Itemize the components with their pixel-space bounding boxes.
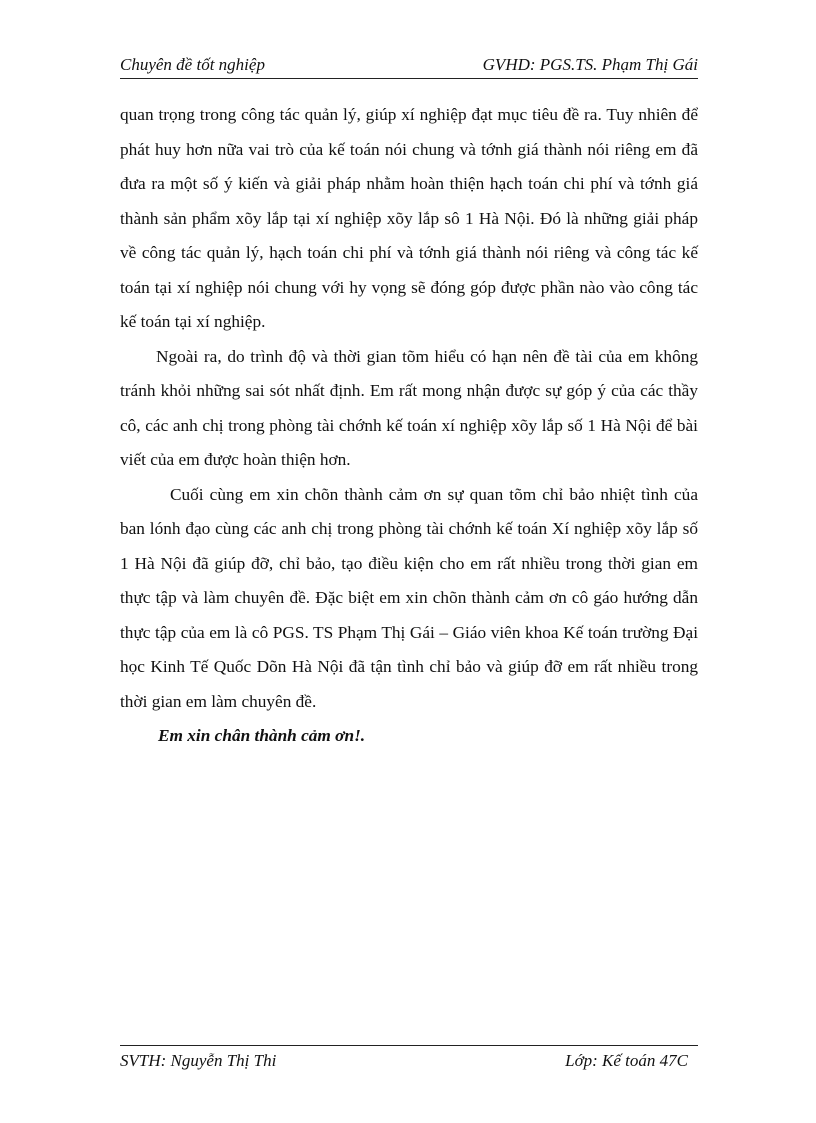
paragraph-acknowledgement: Cuối cùng em xin chõn thành cảm ơn sự quan tõm chỉ bảo nhiệt tình của ban lónh đạo cùng các anh chị trong phòng tài chớnh kế toán Xí nghiệp xõy lắp số 1 Hà Nội đã giúp đỡ, chỉ bảo, tạo điều kiện cho em rất nhiều trong thời gian em thực tập và làm chuyên đề. Đặc biệt em xin chõn thành cảm ơn cô gáo hướng dẫn thực tập của em là cô PGS. TS Phạm Thị Gái – Giáo viên khoa Kế toán trường Đại học Kinh Tế Quốc Dõn Hà Nội đã tận tình chỉ bảo và giúp đỡ em rất nhiều trong thời gian em làm chuyên đề. [120, 484, 698, 711]
page-header [120, 52, 698, 79]
closing-thanks: Em xin chân thành cảm ơn!. [158, 726, 366, 745]
page-footer [120, 1045, 698, 1074]
header-document-title: Chuyên đề tốt nghiệp [120, 55, 265, 74]
paragraph-continuation: quan trọng trong công tác quản lý, giúp xí nghiệp đạt mục tiêu đề ra. Tuy nhiên để phát huy hơn nữa vai trò của kế toán nói chung và tớnh giá thành nói riêng em đã đưa ra một số ý kiến và giải pháp nhằm hoàn thiện hạch toán chi phí và tớnh giá thành sản phẩm xõy lắp tại xí nghiệp xõy lắp sô 1 Hà Nội. Đó là những giải pháp về công tác quản lý, hạch toán chi phí và tớnh giá thành nói riêng và công tác kế toán tại xí nghiệp nói chung với hy vọng sẽ đóng góp được phần nào vào công tác kế toán tại xí nghiệp. [120, 105, 698, 331]
footer-class: Lớp: Kế toán 47C [565, 1051, 688, 1070]
footer-student: SVTH: Nguyễn Thị Thi [120, 1051, 277, 1070]
document-body [120, 98, 698, 754]
header-supervisor: GVHD: PGS.TS. Phạm Thị Gái [482, 55, 698, 74]
paragraph-limitations: Ngoài ra, do trình độ và thời gian tõm hiểu có hạn nên đề tài của em không tránh khỏi những sai sót nhất định. Em rất mong nhận được sự góp ý của các thầy cô, các anh chị trong phòng tài chớnh kế toán xí nghiệp xõy lắp số 1 Hà Nội để bài viết của em được hoàn thiện hơn. [120, 346, 698, 469]
